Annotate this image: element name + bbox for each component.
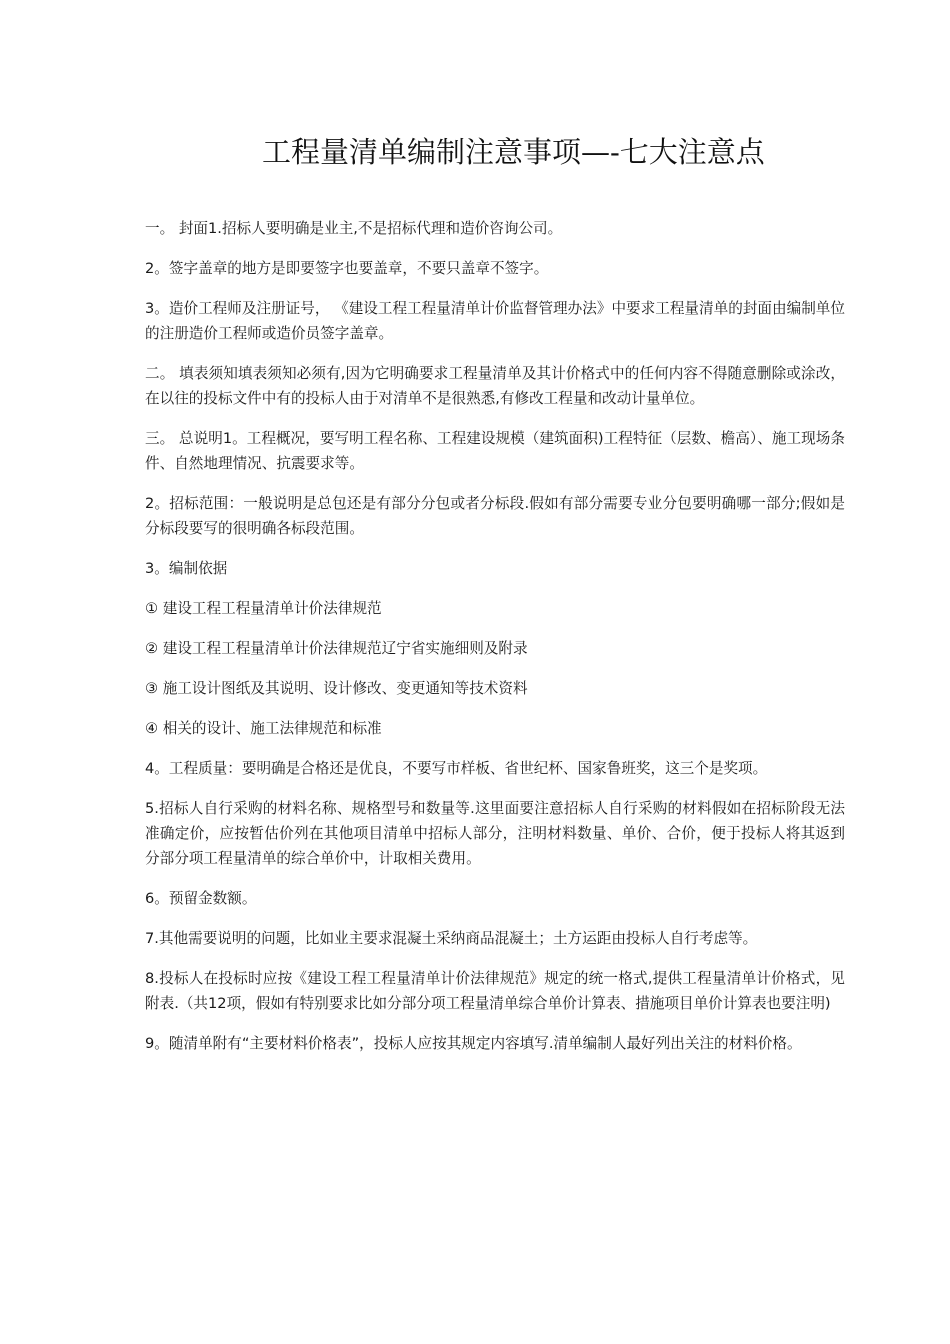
paragraph-quality: 4。工程质量：要明确是合格还是优良，不要写市样板、省世纪杯、国家鲁班奖，这三个是奖项。 — [145, 760, 768, 777]
paragraph-other: 7.其他需要说明的问题，比如业主要求混凝土采纳商品混凝土；土方运距由投标人自行考虑等。 — [145, 930, 758, 947]
paragraph-price-list: 9。随清单附有“主要材料价格表”，投标人应按其规定内容填写.清单编制人最好列出关注的材料价格。 — [145, 1035, 802, 1052]
paragraph-cover: 一。 封面1.招标人要明确是业主,不是招标代理和造价咨询公司。 — [145, 220, 563, 237]
paragraph-basis-heading: 3。编制依据 — [145, 560, 228, 577]
list-item-basis-3: ③ 施工设计图纸及其说明、设计修改、变更通知等技术资料 — [145, 680, 528, 697]
paragraph-overview: 三。 总说明1。工程概况，要写明工程名称、工程建设规模（建筑面积)工程特征（层数、檐高）、施工现场条件、自然地理情况、抗震要求等。 — [145, 430, 845, 472]
document-title: 工程量清单编制注意事项—-七大注意点 — [262, 135, 765, 169]
paragraph-reserve: 6。预留金数额。 — [145, 890, 257, 907]
paragraph-signature: 2。签字盖章的地方是即要签字也要盖章，不要只盖章不签字。 — [145, 260, 549, 277]
list-item-basis-2: ② 建设工程工程量清单计价法律规范辽宁省实施细则及附录 — [145, 640, 528, 657]
paragraph-materials: 5.招标人自行采购的材料名称、规格型号和数量等.这里面要注意招标人自行采购的材料假如在招标阶段无法准确定价，应按暂估价列在其他项目清单中招标人部分，注明材料数量、单价、合价，便于投标人将其返到分部分项工程量清单的综合单价中，计取相关费用。 — [145, 800, 845, 867]
list-item-basis-4: ④ 相关的设计、施工法律规范和标准 — [145, 720, 382, 737]
document-body — [145, 216, 845, 1071]
paragraph-scope: 2。招标范围：一般说明是总包还是有部分分包或者分标段.假如有部分需要专业分包要明确哪一部分;假如是分标段要写的很明确各标段范围。 — [145, 495, 845, 537]
list-item-basis-1: ① 建设工程工程量清单计价法律规范 — [145, 600, 382, 617]
paragraph-format: 8.投标人在投标时应按《建设工程工程量清单计价法律规范》规定的统一格式,提供工程量清单计价格式，见附表.（共12项，假如有特别要求比如分部分项工程量清单综合单价计算表、措施项目单价计算表也要注明) — [145, 970, 845, 1012]
paragraph-instructions: 二。 填表须知填表须知必须有,因为它明确要求工程量清单及其计价格式中的任何内容不得随意删除或涂改，在以往的投标文件中有的投标人由于对清单不是很熟悉,有修改工程量和改动计量单位。 — [145, 365, 845, 407]
paragraph-engineer: 3。造价工程师及注册证号， 《建设工程工程量清单计价监督管理办法》中要求工程量清单的封面由编制单位的注册造价工程师或造价员签字盖章。 — [145, 300, 845, 342]
